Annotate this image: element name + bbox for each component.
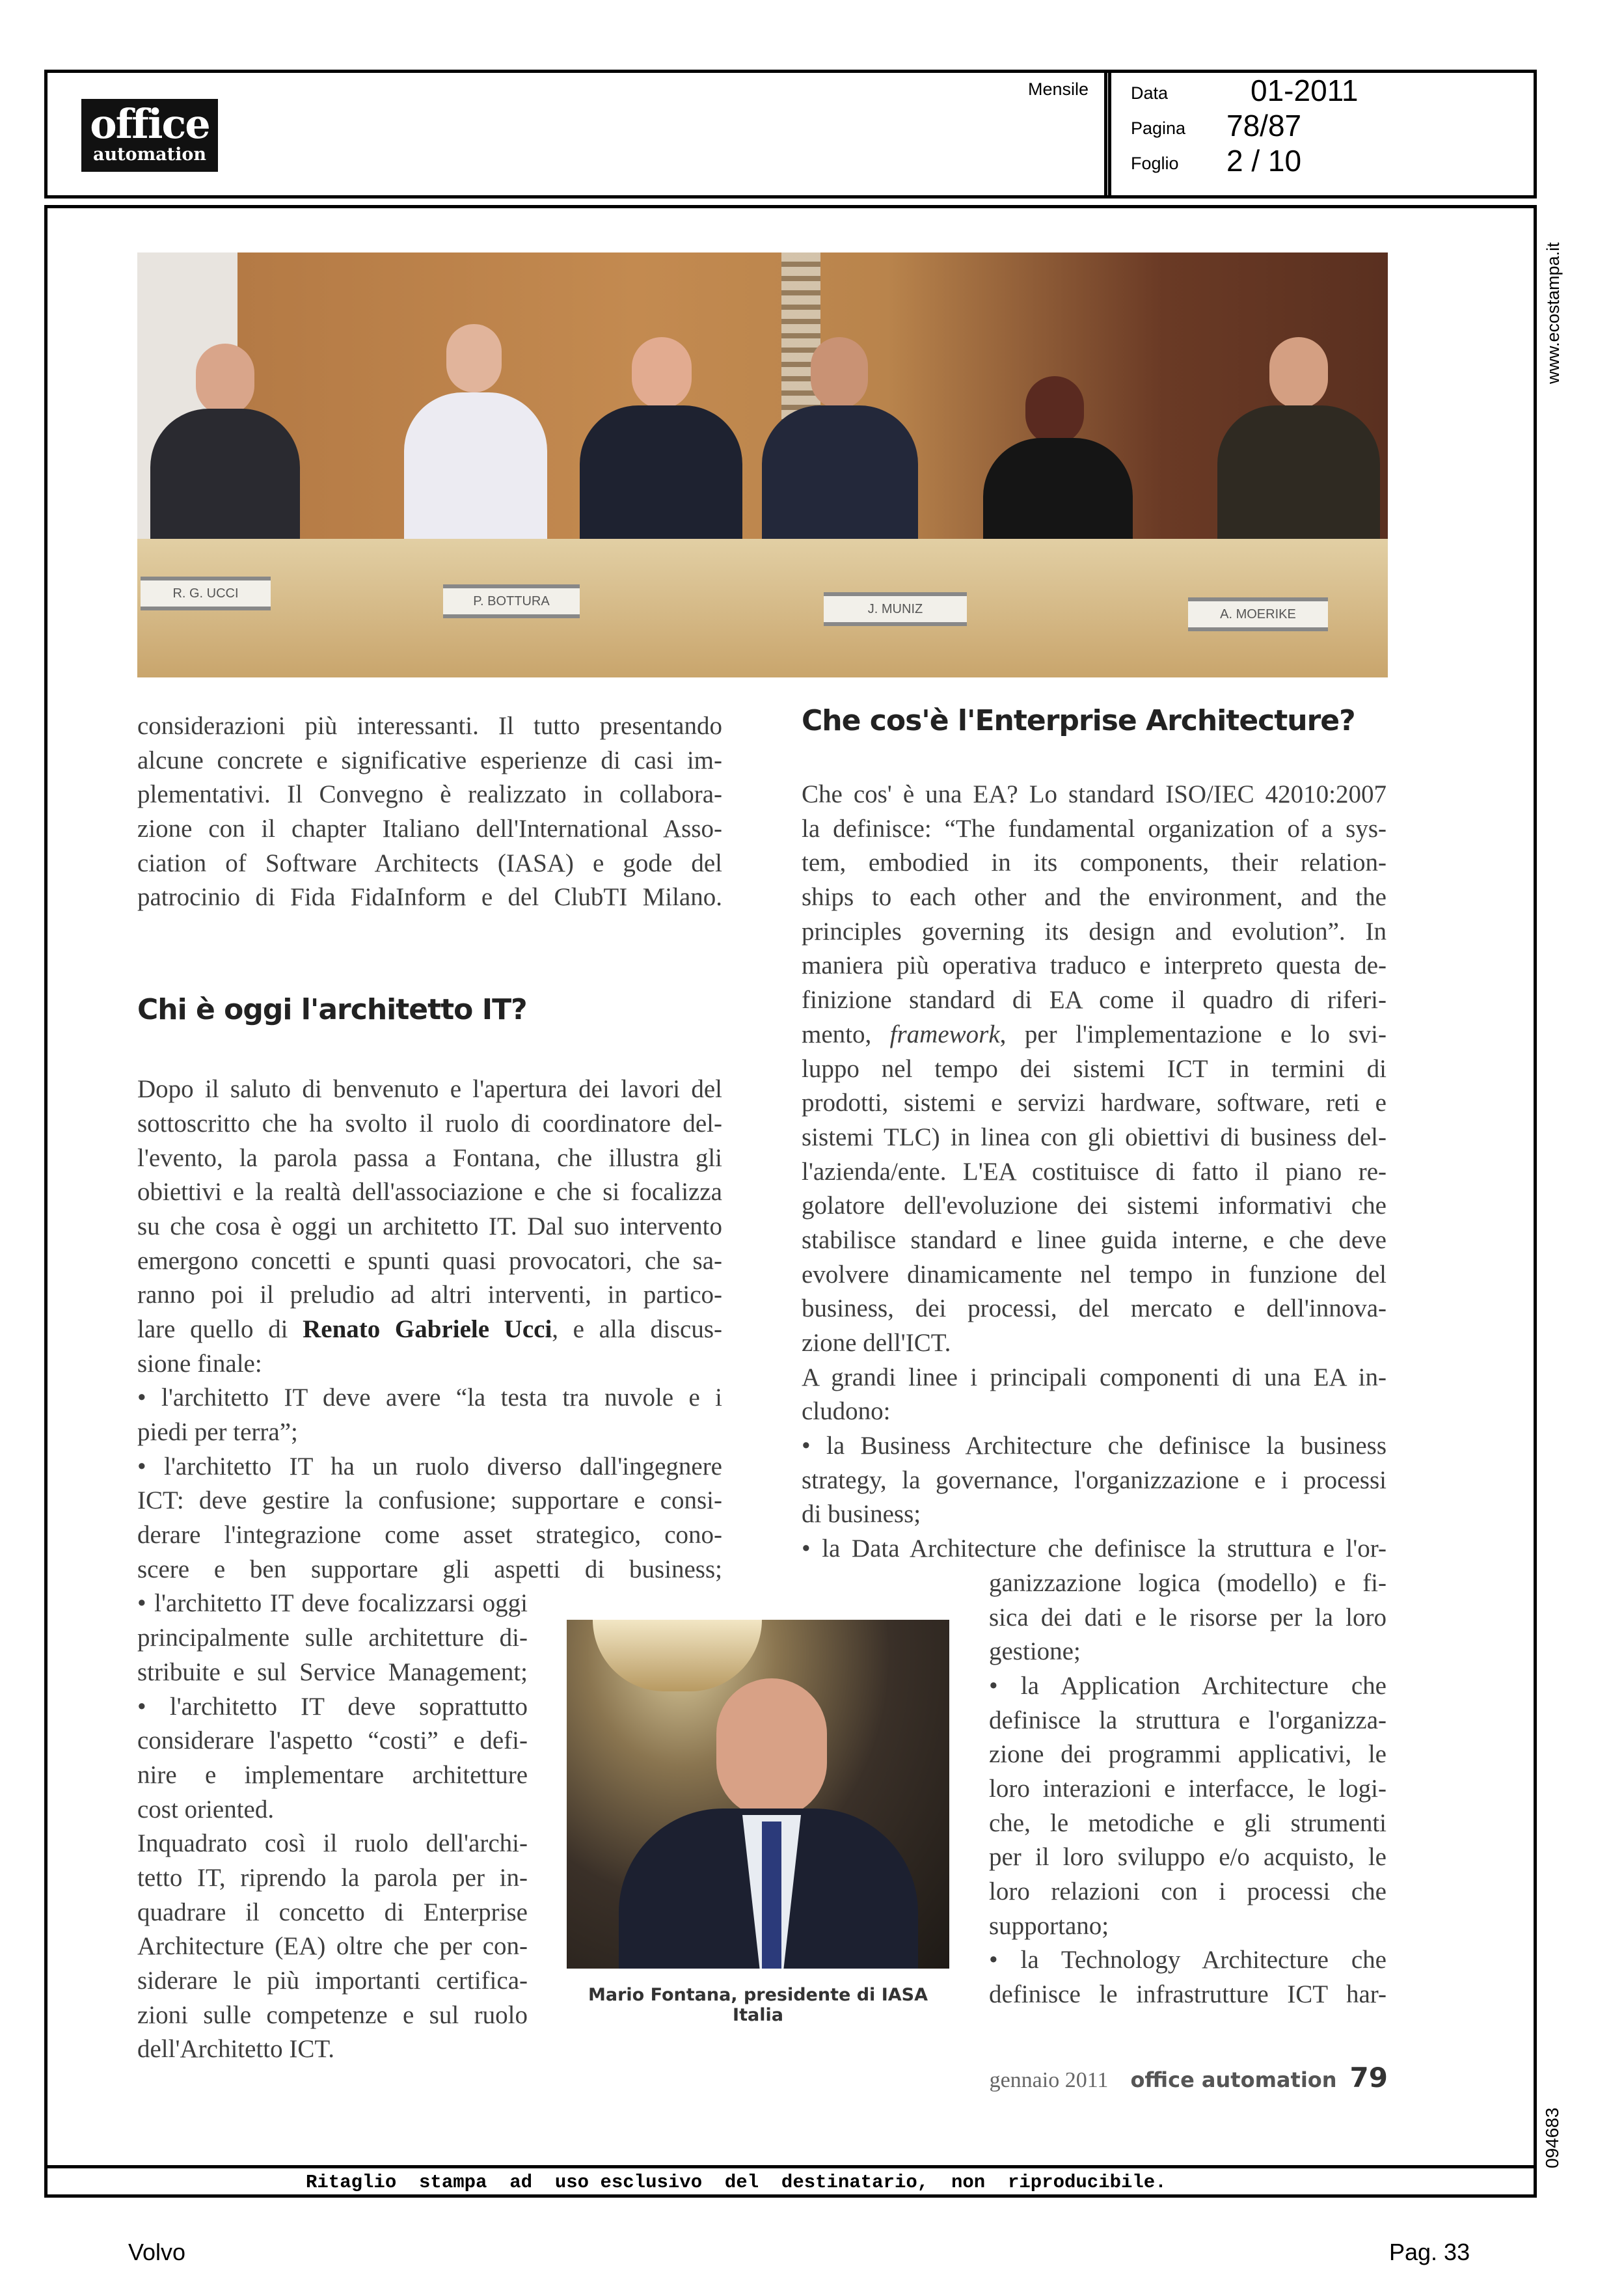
pagina-value: 78/87 — [1226, 109, 1302, 143]
text-line: • la Data Architecture che definisce la struttura e l'or- — [802, 1535, 1387, 1563]
ea-body-narrow — [802, 1566, 1387, 2012]
text-line: definisce le infrastrutture ICT har- — [989, 1980, 1387, 2009]
text-line: ciation of Software Architects (IASA) e gode del — [137, 849, 722, 877]
nameplate: P. BOTTURA — [443, 584, 580, 618]
text-line: evolvere dinamicamente nel tempo in funzione del — [802, 1260, 1387, 1289]
portrait-tie — [762, 1822, 781, 1969]
text-line: cludono: — [802, 1397, 891, 1426]
text-line: strategy, la governance, l'organizzazione e i processi — [802, 1466, 1387, 1494]
text-line: la definisce: “The fundamental organization of a sys- — [802, 814, 1387, 843]
page-reference: Pag. 33 — [1389, 2239, 1470, 2265]
text-line — [137, 1313, 722, 1347]
text-line: • la Application Architecture che — [989, 1671, 1387, 1700]
text-line: zione con il chapter Italiano dell'International Asso- — [137, 815, 722, 843]
nameplate: J. MUNIZ — [824, 592, 967, 626]
page-footer — [976, 2062, 1388, 2094]
text-line: A grandi linee i principali componenti di una EA in- — [802, 1363, 1387, 1391]
footer-magazine: office automation — [1130, 2067, 1337, 2092]
text-segment: lare quello di — [137, 1315, 303, 1343]
text-line: su che cosa è oggi un architetto IT. Dal suo intervento — [137, 1212, 722, 1240]
text-line: emergono concetti e spunti quasi provocatori, che sa- — [137, 1246, 722, 1275]
text-line: ganizzazione logica (modello) e fi- — [989, 1568, 1387, 1597]
text-line: maniera più operativa traduco e interpreto questa de- — [802, 951, 1387, 980]
text-line: Che cos' è una EA? Lo standard ISO/IEC 42010:2007 — [802, 780, 1387, 808]
text-line: Inquadrato così il ruolo dell'archi- — [137, 1829, 528, 1858]
text-line: di business; — [802, 1500, 921, 1529]
text-line: che, le metodiche e gli strumenti — [989, 1808, 1387, 1837]
text-line: • la Technology Architecture che — [989, 1946, 1387, 1974]
nameplate: A. MOERIKE — [1188, 597, 1328, 631]
text-line: cost oriented. — [137, 1795, 275, 1823]
text-line: zione dell'ICT. — [802, 1329, 951, 1357]
frequency-label: Mensile — [1028, 79, 1089, 99]
text-line: ships to each other and the environment, and the — [802, 883, 1387, 912]
text-line: loro relazioni con i processi che — [989, 1877, 1387, 1905]
text-line: sistemi TLC) in linea con gli obiettivi di business del- — [802, 1123, 1387, 1151]
text-line: scere e ben supportare gli aspetti di business; — [137, 1555, 722, 1583]
text-segment: mento, — [802, 1020, 890, 1048]
text-line: principalmente sulle architetture di- — [137, 1624, 528, 1652]
right-column — [802, 778, 1387, 2012]
text-line: stabilisce standard e linee guida interne, e che deve — [802, 1225, 1387, 1254]
panelist-3 — [580, 337, 742, 552]
text-line: derare l'integrazione come asset strategico, cono- — [137, 1521, 722, 1549]
ea-body — [802, 778, 1387, 1566]
text-line: • l'architetto IT deve soprattutto — [137, 1692, 528, 1721]
text-line: Architecture (EA) oltre che per con- — [137, 1932, 528, 1961]
website-vertical: www.ecostampa.it — [1543, 242, 1563, 384]
intro-paragraph — [137, 709, 722, 915]
text-line: l'azienda/ente. L'EA costituisce di fatto il piano re- — [802, 1157, 1387, 1186]
text-line: golatore dell'evoluzione dei sistemi informativi che — [802, 1192, 1387, 1220]
text-line: definisce la struttura e l'organizza- — [989, 1706, 1387, 1734]
text-line: • l'architetto IT ha un ruolo diverso dall'ingegnere — [137, 1452, 722, 1481]
code-vertical: 094683 — [1542, 2107, 1562, 2168]
text-line: • l'architetto IT deve avere “la testa tra nuvole e i — [137, 1384, 722, 1412]
text-line: Dopo il saluto di benvenuto e l'apertura dei lavori del — [137, 1075, 722, 1104]
text-line: plementativi. Il Convegno è realizzato in collabora- — [137, 780, 722, 809]
portrait-caption: Mario Fontana, presidente di IASA Italia — [588, 1985, 928, 2025]
text-line: sica dei dati e le risorse per la loro — [989, 1603, 1387, 1631]
text-line: siderare le più importanti certifica- — [137, 1967, 528, 1995]
text-line: sione finale: — [137, 1349, 262, 1378]
text-line: considerare l'aspetto “costi” e defi- — [137, 1726, 528, 1755]
panelist-2 — [404, 324, 547, 552]
italic-term: framework — [889, 1020, 1000, 1048]
text-line: prodotti, sistemi e servizi hardware, software, reti e — [802, 1089, 1387, 1117]
data-label: Data — [1131, 83, 1169, 103]
text-line: dell'Architetto ICT. — [137, 2035, 335, 2064]
text-line: business, dei processi, del mercato e dell'innova- — [802, 1294, 1387, 1323]
text-line: supportano; — [989, 1911, 1109, 1940]
text-line: piedi per terra”; — [137, 1418, 298, 1446]
client-name: Volvo — [128, 2239, 186, 2265]
footer-page-number: 79 — [1349, 2062, 1388, 2094]
text-line — [802, 1018, 1387, 1052]
text-line: sottoscritto che ha svolto il ruolo di coordinatore del- — [137, 1109, 722, 1138]
architetto-body — [137, 1072, 722, 1587]
section-heading-architetto: Chi è oggi l'architetto IT? — [137, 993, 527, 1027]
text-line: tem, embodied in its components, their relation- — [802, 849, 1387, 877]
bold-name: Renato Gabriele Ucci — [303, 1315, 552, 1343]
magazine-logo — [81, 99, 218, 172]
panelist-4 — [762, 337, 918, 552]
nameplate: R. G. UCCI — [141, 577, 271, 610]
text-line: obiettivi e la realtà dell'associazione e che si focalizza — [137, 1178, 722, 1207]
pagina-label: Pagina — [1131, 118, 1186, 138]
panelist-1 — [150, 344, 300, 552]
text-line: • l'architetto IT deve focalizzarsi oggi — [137, 1589, 528, 1618]
text-line: quadrare il concetto di Enterprise — [137, 1898, 528, 1926]
data-value: 01-2011 — [1251, 74, 1359, 107]
text-segment: , per l'implementazione e lo svi- — [999, 1020, 1387, 1048]
text-line: • la Business Architecture che definisce la business — [802, 1432, 1387, 1460]
text-line: per il loro sviluppo e/o acquisto, le — [989, 1843, 1387, 1872]
text-line: nire e implementare architetture — [137, 1760, 528, 1789]
text-line: l'evento, la parola passa a Fontana, che illustra gli — [137, 1143, 722, 1172]
text-line: zioni sulle competenze e sul ruolo — [137, 2000, 528, 2029]
text-segment: , e alla discus- — [552, 1315, 722, 1343]
text-line: luppo nel tempo dei sistemi ICT in termini di — [802, 1054, 1387, 1083]
text-line: ranno poi il preludio ad altri interventi, in partico- — [137, 1281, 722, 1309]
footer-month: gennaio 2011 — [989, 2068, 1109, 2092]
text-line: loro interazioni e interfacce, le logi- — [989, 1774, 1387, 1803]
logo-word-office: office — [90, 100, 210, 148]
text-line: ICT: deve gestire la confusione; supportare e consi- — [137, 1486, 722, 1515]
foglio-value: 2 / 10 — [1226, 144, 1302, 178]
text-line: stribuite e sul Service Management; — [137, 1658, 528, 1686]
text-line: zione dei programmi applicativi, le — [989, 1740, 1387, 1769]
footer-divider — [44, 2165, 1537, 2168]
text-line: alcune concrete e significative esperienze di casi im- — [137, 746, 722, 774]
clipping-notice: Ritaglio stampa ad uso esclusivo del destinatario, non riproducibile. — [306, 2172, 1167, 2193]
text-line: gestione; — [989, 1637, 1081, 1666]
text-line: considerazioni più interessanti. Il tutto presentando — [137, 712, 722, 740]
lamp — [593, 1620, 762, 1691]
panelist-5 — [983, 376, 1133, 552]
panelist-6 — [1217, 337, 1380, 552]
foglio-label: Foglio — [1131, 154, 1179, 173]
conference-photo — [137, 252, 1388, 677]
text-line: principles governing its design and evolution”. In — [802, 917, 1387, 946]
text-line: patrocinio di Fida FidaInform e del ClubTI Milano. — [137, 883, 722, 912]
section-heading-ea: Che cos'è l'Enterprise Architecture? — [802, 704, 1355, 737]
logo-word-automation: automation — [92, 144, 207, 165]
text-line: finizione standard di EA come il quadro di riferi- — [802, 986, 1387, 1015]
text-line: tetto IT, riprendo la parola per in- — [137, 1863, 528, 1892]
